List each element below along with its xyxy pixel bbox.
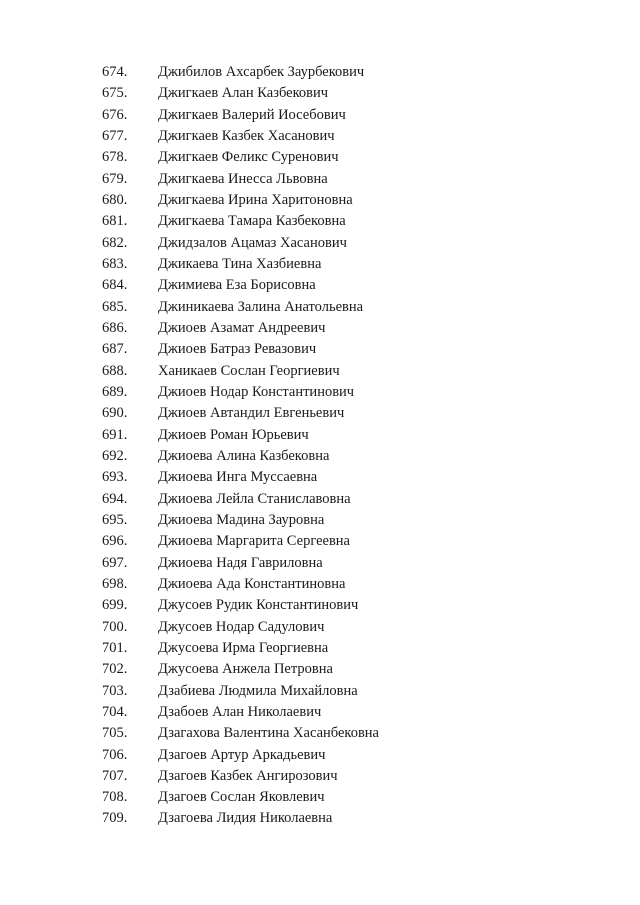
entry-name: Джусоева Ирма Георгиевна	[158, 639, 329, 656]
entry-number: 676.	[102, 106, 128, 123]
list-item	[102, 169, 582, 190]
entry-name: Джигкаева Тамара Казбековна	[158, 213, 346, 230]
entry-number: 677.	[102, 127, 128, 144]
list-item	[102, 275, 582, 296]
entry-number: 679.	[102, 170, 128, 187]
entry-name: Джиоева Лейла Станиславовна	[158, 490, 351, 507]
entry-number: 706.	[102, 746, 128, 763]
entry-name: Джиоева Инга Муссаевна	[158, 469, 318, 486]
entry-number: 699.	[102, 597, 128, 614]
entry-number: 683.	[102, 255, 128, 272]
list-item	[102, 638, 582, 659]
list-item	[102, 702, 582, 723]
entry-number: 685.	[102, 298, 128, 315]
list-item	[102, 553, 582, 574]
entry-number: 693.	[102, 469, 128, 486]
entry-number: 709.	[102, 810, 128, 827]
entry-number: 698.	[102, 575, 128, 592]
entry-number: 692.	[102, 447, 128, 464]
entry-name: Джиоев Батраз Ревазович	[158, 341, 317, 358]
entry-name: Джиоева Ада Константиновна	[158, 575, 346, 592]
entry-name: Джусоев Нодар Садулович	[158, 618, 325, 635]
list-item	[102, 574, 582, 595]
entry-number: 674.	[102, 64, 128, 80]
list-item	[102, 766, 582, 787]
entry-number: 678.	[102, 149, 128, 166]
entry-number: 675.	[102, 85, 128, 102]
list-item	[102, 105, 582, 126]
list-item	[102, 147, 582, 168]
entry-number: 689.	[102, 383, 128, 400]
entry-number: 688.	[102, 362, 128, 379]
list-item	[102, 211, 582, 232]
list-item	[102, 425, 582, 446]
entry-name: Джиоева Надя Гавриловна	[158, 554, 323, 571]
entry-name: Джигкаева Инесса Львовна	[158, 170, 328, 187]
list-item	[102, 489, 582, 510]
list-item	[102, 318, 582, 339]
entry-number: 707.	[102, 767, 128, 784]
entry-number: 700.	[102, 618, 128, 635]
entry-name: Дзагоев Артур Аркадьевич	[158, 746, 326, 763]
entry-number: 701.	[102, 639, 128, 656]
list-item	[102, 403, 582, 424]
entry-name: Джидзалов Ацамаз Хасанович	[158, 234, 347, 251]
list-item	[102, 659, 582, 680]
list-item	[102, 617, 582, 638]
entry-name: Джиоева Мадина Зауровна	[158, 511, 325, 528]
entry-name: Дзабоев Алан Николаевич	[158, 703, 322, 720]
entry-number: 697.	[102, 554, 128, 571]
list-item	[102, 595, 582, 616]
entry-number: 703.	[102, 682, 128, 699]
entry-name: Джикаева Тина Хазбиевна	[158, 255, 322, 272]
list-item	[102, 723, 582, 744]
entry-name: Джиоев Роман Юрьевич	[158, 426, 309, 443]
entry-number: 696.	[102, 533, 128, 550]
entry-name: Джигкаев Алан Казбекович	[158, 85, 329, 102]
list-item	[102, 254, 582, 275]
entry-number: 682.	[102, 234, 128, 251]
entry-name: Дзагоев Сослан Яковлевич	[158, 789, 325, 806]
list-item	[102, 297, 582, 318]
entry-name: Дзагоев Казбек Ангирозович	[158, 767, 338, 784]
entry-name: Джибилов Ахсарбек Заурбекович	[158, 64, 365, 80]
entry-name: Джиоева Алина Казбековна	[158, 447, 330, 464]
entry-number: 680.	[102, 191, 128, 208]
entry-name: Джиоев Азамат Андреевич	[158, 319, 326, 336]
entry-number: 684.	[102, 277, 128, 294]
list-item	[102, 126, 582, 147]
entry-name: Джигкаев Валерий Иосебович	[158, 106, 346, 123]
entry-name: Джусоев Рудик Константинович	[158, 597, 359, 614]
entry-number: 702.	[102, 661, 128, 678]
entry-number: 691.	[102, 426, 128, 443]
entry-name: Джигкаев Феликс Суренович	[158, 149, 339, 166]
entry-name: Ханикаев Сослан Георгиевич	[158, 362, 340, 379]
list-item	[102, 510, 582, 531]
list-item	[102, 233, 582, 254]
entry-name: Дзагоева Лидия Николаевна	[158, 810, 333, 827]
list-item	[102, 808, 582, 829]
list-item	[102, 361, 582, 382]
name-list	[102, 62, 582, 830]
entry-name: Дзагахова Валентина Хасанбековна	[158, 725, 379, 742]
entry-number: 690.	[102, 405, 128, 422]
entry-name: Джимиева Еза Борисовна	[158, 277, 316, 294]
entry-number: 686.	[102, 319, 128, 336]
list-item	[102, 83, 582, 104]
list-item	[102, 62, 582, 83]
list-item	[102, 787, 582, 808]
entry-name: Джиоева Маргарита Сергеевна	[158, 533, 350, 550]
entry-name: Джиникаева Залина Анатольевна	[158, 298, 364, 315]
entry-name: Джиоев Автандил Евгеньевич	[158, 405, 345, 422]
entry-name: Дзабиева Людмила Михайловна	[158, 682, 358, 699]
entry-number: 695.	[102, 511, 128, 528]
list-item	[102, 681, 582, 702]
list-item	[102, 745, 582, 766]
list-item	[102, 382, 582, 403]
entry-number: 694.	[102, 490, 128, 507]
entry-number: 708.	[102, 789, 128, 806]
entry-name: Джигкаева Ирина Харитоновна	[158, 191, 353, 208]
entry-name: Джусоева Анжела Петровна	[158, 661, 333, 678]
list-item	[102, 190, 582, 211]
entry-name: Джигкаев Казбек Хасанович	[158, 127, 335, 144]
list-item	[102, 339, 582, 360]
entry-number: 704.	[102, 703, 128, 720]
entry-number: 681.	[102, 213, 128, 230]
entry-number: 705.	[102, 725, 128, 742]
list-item	[102, 446, 582, 467]
list-item	[102, 467, 582, 488]
entry-name: Джиоев Нодар Константинович	[158, 383, 355, 400]
entry-number: 687.	[102, 341, 128, 358]
list-item	[102, 531, 582, 552]
